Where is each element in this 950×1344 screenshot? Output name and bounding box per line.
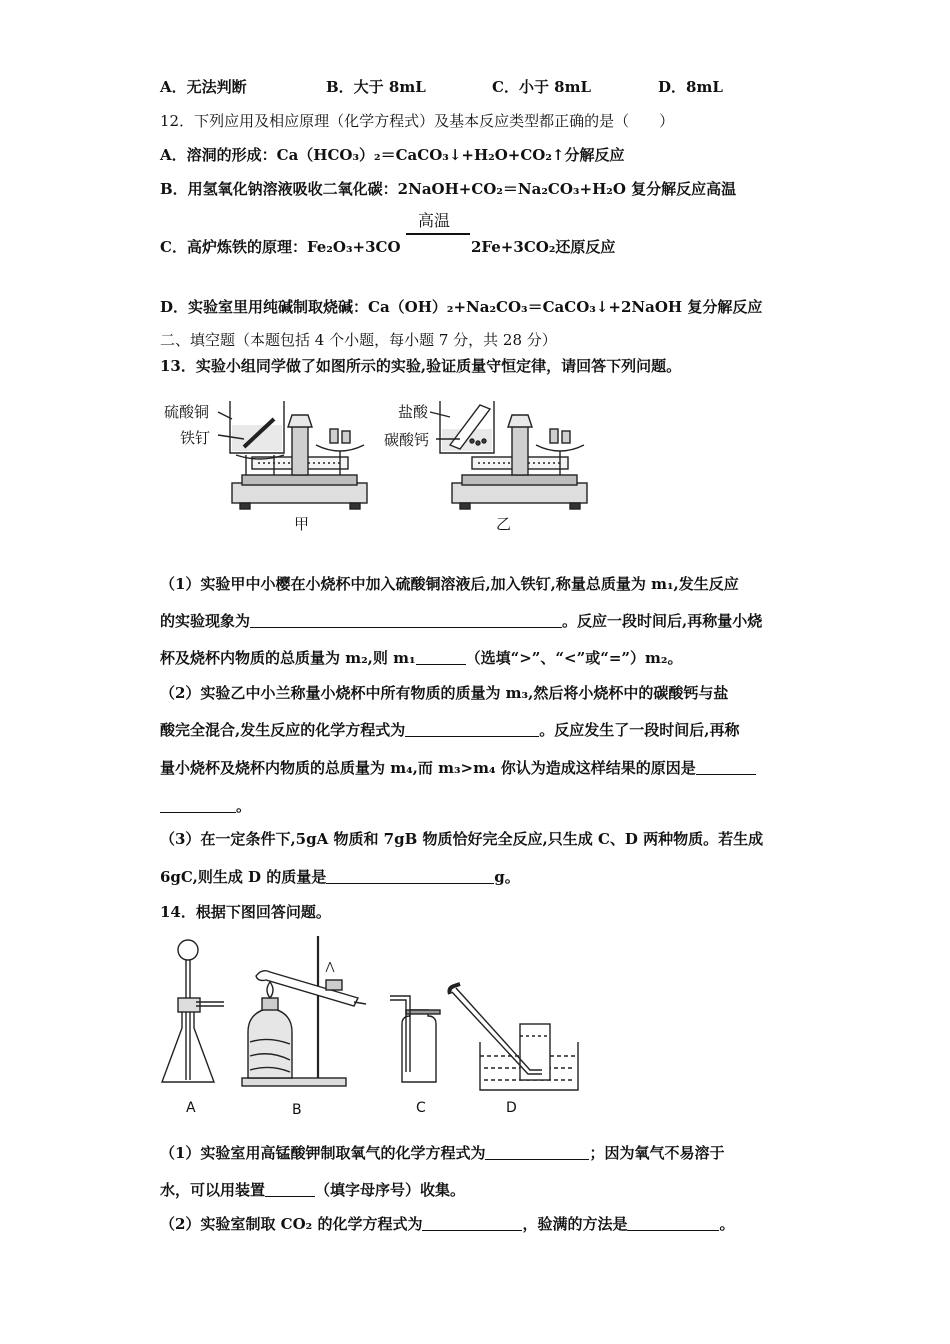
- q14-apparatus-figure: [158, 932, 588, 1122]
- apparatus-d: [450, 984, 579, 1090]
- q14-p1-line1: [160, 1143, 724, 1163]
- q14-p1-line2-b: （填字母序号）收集。: [315, 1181, 466, 1199]
- q12-reaction-arrow-line: [406, 233, 470, 235]
- q13-p1-line2-a: 的实验现象为: [160, 612, 251, 630]
- q13-p2-line1: （2）实验乙中小兰称量小烧杯中所有物质的质量为 m₃,然后将小烧杯中的碳酸钙与盐: [160, 684, 729, 702]
- q14-p2-a: （2）实验室制取 CO₂ 的化学方程式为: [160, 1215, 423, 1233]
- q14-p1-line2: [160, 1180, 465, 1200]
- answer-blank-mass-d[interactable]: [326, 869, 494, 884]
- q13-p3-line1: （3）在一定条件下,5gA 物质和 7gB 物质恰好完全反应,只生成 C、D 两种物质。若生成: [160, 830, 764, 848]
- label-calcium-carbonate: 碳酸钙: [384, 431, 430, 449]
- q12-option-c-right: 2Fe+3CO₂还原反应: [471, 238, 616, 256]
- q14-p1-line2-a: 水，可以用装置: [160, 1181, 266, 1199]
- q13-balances-figure: [160, 395, 600, 537]
- q13-p3-line2-a: 6gC,则生成 D 的质量是: [160, 868, 327, 886]
- answer-blank-comparison[interactable]: [416, 650, 466, 665]
- answer-blank-co2-equation[interactable]: [422, 1216, 522, 1231]
- q13-p2-line3: [160, 758, 756, 778]
- q13-p2-line4-text: 。: [236, 797, 252, 815]
- q13-p2-line4: [160, 796, 251, 816]
- q12-option-b: B．用氢氧化钠溶液吸收二氧化碳：2NaOH+CO₂＝Na₂CO₃+H₂O 复分解反应高温: [160, 180, 737, 198]
- q11-option-b: B．大于 8mL: [326, 78, 426, 96]
- q14-p2-line: [160, 1214, 735, 1234]
- q13-p2-line2-a: 酸完全混合,发生反应的化学方程式为: [160, 721, 406, 739]
- q14-p2-b: ，验满的方法是: [522, 1215, 628, 1233]
- q14-p1-line1-a: （1）实验室用高锰酸钾制取氧气的化学方程式为: [160, 1144, 486, 1162]
- q14-p1-line1-b: ；因为氧气不易溶于: [589, 1144, 725, 1162]
- q13-stem: 13．实验小组同学做了如图所示的实验,验证质量守恒定律，请回答下列问题。: [160, 357, 682, 375]
- answer-blank-kmno4-equation[interactable]: [485, 1145, 589, 1160]
- section-heading: 二、填空题（本题包括 4 个小题，每小题 7 分，共 28 分）: [160, 331, 557, 349]
- answer-blank-phenomenon[interactable]: [250, 613, 562, 628]
- q13-p2-line2-b: 。反应发生了一段时间后,再称: [539, 721, 740, 739]
- q11-option-d: D．8mL: [658, 78, 723, 96]
- apparatus-c: [390, 996, 440, 1082]
- q13-p1-line1: （1）实验甲中小樱在小烧杯中加入硫酸铜溶液后,加入铁钉,称量总质量为 m₁,发生反应: [160, 575, 739, 593]
- label-hydrochloric-acid: 盐酸: [398, 403, 429, 421]
- label-yi: 乙: [496, 515, 512, 533]
- apparatus-b: [242, 936, 366, 1086]
- q12-condition-label: 高温: [418, 211, 451, 230]
- q11-option-c: C．小于 8mL: [492, 78, 592, 96]
- q12-option-a: A．溶洞的形成：Ca（HCO₃）₂＝CaCO₃↓+H₂O+CO₂↑分解反应: [160, 146, 625, 164]
- q11-options: [160, 77, 723, 97]
- answer-blank-full-check-method[interactable]: [627, 1216, 719, 1231]
- label-c: C: [416, 1100, 426, 1116]
- label-iron-nail: 铁钉: [180, 429, 211, 447]
- balance-jia: [218, 401, 367, 509]
- q12-option-c-left: C．高炉炼铁的原理：Fe₂O₃+3CO: [160, 238, 401, 256]
- q11-option-a: A．无法判断: [160, 78, 247, 96]
- q12-stem: 12．下列应用及相应原理（化学方程式）及基本反应类型都正确的是（ ）: [160, 112, 675, 130]
- label-b: B: [292, 1102, 302, 1118]
- answer-blank-collection-device[interactable]: [265, 1182, 315, 1197]
- q13-p1-line3-b: （选填“>”、“<”或“=”）m₂。: [465, 649, 683, 667]
- q13-p1-line3: [160, 648, 682, 668]
- q14-p2-c: 。: [719, 1215, 735, 1233]
- answer-blank-reason-a[interactable]: [696, 760, 756, 775]
- q13-p1-line2: [160, 611, 762, 631]
- q14-stem: 14．根据下图回答问题。: [160, 903, 331, 921]
- q13-p2-line3-text: 量小烧杯及烧杯内物质的总质量为 m₄,而 m₃>m₄ 你认为造成这样结果的原因是: [160, 759, 696, 777]
- label-copper-sulfate: 硫酸铜: [164, 403, 210, 421]
- answer-blank-reason-b[interactable]: [160, 798, 236, 813]
- answer-blank-equation[interactable]: [405, 722, 539, 737]
- apparatus-a: [162, 940, 224, 1082]
- q13-p2-line2: [160, 720, 739, 740]
- q12-option-d: D．实验室里用纯碱制取烧碱：Ca（OH）₂+Na₂CO₃＝CaCO₃↓+2NaOH 复分解反应: [160, 298, 763, 316]
- label-jia: 甲: [294, 515, 310, 533]
- label-a: A: [186, 1100, 196, 1116]
- q13-p1-line2-b: 。反应一段时间后,再称量小烧: [562, 612, 763, 630]
- label-d: D: [506, 1100, 517, 1116]
- q13-p3-line2-b: g。: [494, 868, 520, 886]
- q13-p1-line3-a: 杯及烧杯内物质的总质量为 m₂,则 m₁: [160, 649, 416, 667]
- q13-p3-line2: [160, 867, 520, 887]
- balance-yi: [430, 401, 587, 509]
